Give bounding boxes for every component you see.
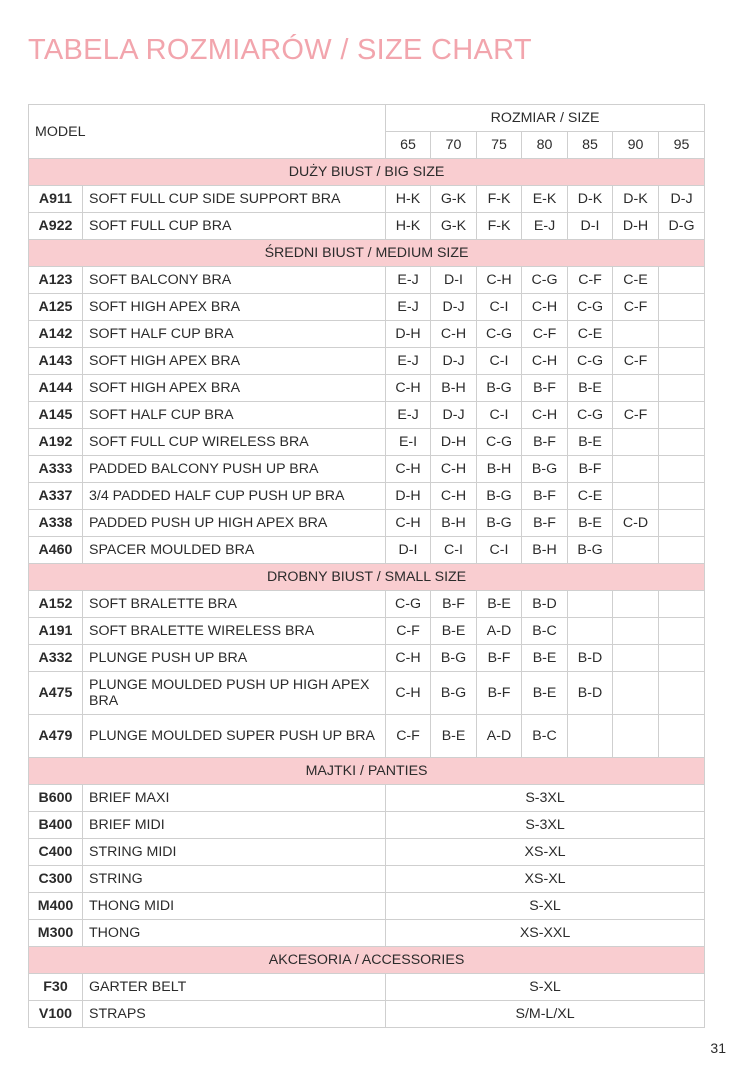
size-cell: C-H — [431, 483, 477, 510]
size-cell: D-K — [568, 186, 613, 213]
model-name: SOFT HALF CUP BRA — [83, 321, 386, 348]
size-cell: B-E — [568, 429, 613, 456]
size-cell: E-J — [386, 294, 431, 321]
size-cell: E-K — [522, 186, 568, 213]
size-cell — [659, 348, 705, 375]
model-name: GARTER BELT — [83, 974, 386, 1001]
size-cell: C-G — [522, 267, 568, 294]
size-cell — [659, 402, 705, 429]
size-cell — [613, 618, 659, 645]
model-name: SOFT BRALETTE WIRELESS BRA — [83, 618, 386, 645]
model-code: A911 — [29, 186, 83, 213]
model-name: 3/4 PADDED HALF CUP PUSH UP BRA — [83, 483, 386, 510]
model-code: A479 — [29, 715, 83, 758]
size-cell: C-H — [386, 456, 431, 483]
size-cell: B-C — [522, 618, 568, 645]
table-row — [29, 213, 705, 240]
model-code: V100 — [29, 1001, 83, 1028]
size-cell: B-F — [522, 375, 568, 402]
size-chart-table — [28, 104, 705, 1028]
model-name: THONG — [83, 920, 386, 947]
size-cell — [613, 456, 659, 483]
size-cell: C-G — [477, 429, 522, 456]
model-name: PADDED BALCONY PUSH UP BRA — [83, 456, 386, 483]
size-cell: D-K — [613, 186, 659, 213]
model-code: A123 — [29, 267, 83, 294]
model-code: M400 — [29, 893, 83, 920]
size-cell: B-D — [522, 591, 568, 618]
size-80-header: 80 — [522, 132, 568, 159]
size-cell: F-K — [477, 186, 522, 213]
size-range-cell: XS-XL — [386, 839, 705, 866]
size-cell: B-G — [431, 672, 477, 715]
size-cell: C-E — [568, 321, 613, 348]
table-row — [29, 402, 705, 429]
size-cell: D-I — [568, 213, 613, 240]
size-cell — [659, 510, 705, 537]
size-cell: C-H — [522, 348, 568, 375]
model-code: A145 — [29, 402, 83, 429]
size-cell: C-G — [568, 402, 613, 429]
model-code: A125 — [29, 294, 83, 321]
size-cell: B-F — [522, 483, 568, 510]
size-cell: C-H — [522, 294, 568, 321]
size-cell: A-D — [477, 618, 522, 645]
size-cell: D-I — [431, 267, 477, 294]
size-cell: D-I — [386, 537, 431, 564]
size-cell — [659, 618, 705, 645]
model-name: SOFT HIGH APEX BRA — [83, 348, 386, 375]
size-cell — [659, 429, 705, 456]
size-cell: B-G — [568, 537, 613, 564]
size-cell: B-C — [522, 715, 568, 758]
size-cell: C-G — [568, 294, 613, 321]
size-cell: B-H — [477, 456, 522, 483]
table-row — [29, 294, 705, 321]
table-row — [29, 375, 705, 402]
section-title: ŚREDNI BIUST / MEDIUM SIZE — [29, 240, 705, 267]
size-cell — [659, 645, 705, 672]
table-row — [29, 321, 705, 348]
model-code: A142 — [29, 321, 83, 348]
model-name: BRIEF MAXI — [83, 785, 386, 812]
model-name: SOFT FULL CUP SIDE SUPPORT BRA — [83, 186, 386, 213]
size-cell: B-D — [568, 645, 613, 672]
size-cell — [568, 715, 613, 758]
model-code: A152 — [29, 591, 83, 618]
section-row — [29, 159, 705, 186]
size-75-header: 75 — [477, 132, 522, 159]
size-cell: C-F — [386, 618, 431, 645]
size-range-cell: S-XL — [386, 893, 705, 920]
size-cell: G-K — [431, 213, 477, 240]
table-row — [29, 866, 705, 893]
size-cell: C-F — [613, 348, 659, 375]
table-row — [29, 672, 705, 715]
size-cell: C-E — [613, 267, 659, 294]
size-header: ROZMIAR / SIZE — [386, 105, 705, 132]
table-row — [29, 483, 705, 510]
size-range-cell: S-XL — [386, 974, 705, 1001]
size-cell: C-I — [477, 537, 522, 564]
size-cell — [613, 321, 659, 348]
size-cell — [613, 429, 659, 456]
section-title: MAJTKI / PANTIES — [29, 758, 705, 785]
model-name: SOFT BALCONY BRA — [83, 267, 386, 294]
size-cell: B-F — [477, 672, 522, 715]
section-row — [29, 758, 705, 785]
model-code: F30 — [29, 974, 83, 1001]
size-cell — [659, 294, 705, 321]
size-cell: B-E — [431, 715, 477, 758]
section-title: DROBNY BIUST / SMALL SIZE — [29, 564, 705, 591]
size-65-header: 65 — [386, 132, 431, 159]
size-cell: H-K — [386, 186, 431, 213]
page-title: TABELA ROZMIARÓW / SIZE CHART — [28, 34, 532, 66]
size-cell: D-J — [431, 294, 477, 321]
size-cell: D-G — [659, 213, 705, 240]
size-cell: C-E — [568, 483, 613, 510]
size-cell — [659, 267, 705, 294]
size-cell: B-G — [522, 456, 568, 483]
model-name: PADDED PUSH UP HIGH APEX BRA — [83, 510, 386, 537]
model-code: A475 — [29, 672, 83, 715]
size-cell: E-J — [386, 267, 431, 294]
size-cell: B-H — [431, 510, 477, 537]
size-cell: B-H — [522, 537, 568, 564]
size-cell — [659, 591, 705, 618]
size-cell — [659, 715, 705, 758]
model-header: MODEL — [29, 105, 386, 159]
size-cell: C-G — [386, 591, 431, 618]
size-range-cell: S-3XL — [386, 812, 705, 839]
size-cell: D-H — [386, 483, 431, 510]
table-row — [29, 974, 705, 1001]
page-number: 31 — [710, 1040, 726, 1056]
table-row — [29, 348, 705, 375]
size-cell: B-F — [477, 645, 522, 672]
size-cell: C-G — [477, 321, 522, 348]
model-code: A460 — [29, 537, 83, 564]
model-name: SPACER MOULDED BRA — [83, 537, 386, 564]
table-row — [29, 839, 705, 866]
size-cell: D-J — [431, 348, 477, 375]
model-code: A922 — [29, 213, 83, 240]
size-cell: E-J — [522, 213, 568, 240]
size-cell: B-E — [568, 510, 613, 537]
size-cell: B-D — [568, 672, 613, 715]
model-name: STRING MIDI — [83, 839, 386, 866]
size-cell — [613, 715, 659, 758]
size-cell: C-H — [477, 267, 522, 294]
model-name: STRING — [83, 866, 386, 893]
size-cell: B-F — [431, 591, 477, 618]
size-cell: B-E — [568, 375, 613, 402]
size-cell: B-F — [522, 429, 568, 456]
size-cell: C-F — [613, 402, 659, 429]
model-name: SOFT FULL CUP BRA — [83, 213, 386, 240]
size-cell: B-G — [477, 483, 522, 510]
size-cell: B-E — [522, 672, 568, 715]
table-row — [29, 645, 705, 672]
model-name: SOFT FULL CUP WIRELESS BRA — [83, 429, 386, 456]
table-row — [29, 537, 705, 564]
size-cell — [613, 645, 659, 672]
section-row — [29, 564, 705, 591]
model-code: A143 — [29, 348, 83, 375]
size-cell: B-E — [431, 618, 477, 645]
model-code: A192 — [29, 429, 83, 456]
size-cell: B-G — [477, 510, 522, 537]
table-row — [29, 267, 705, 294]
size-cell: D-H — [386, 321, 431, 348]
size-cell: B-G — [477, 375, 522, 402]
section-title: DUŻY BIUST / BIG SIZE — [29, 159, 705, 186]
size-cell: C-I — [477, 348, 522, 375]
size-cell: C-I — [431, 537, 477, 564]
size-cell: C-H — [386, 672, 431, 715]
size-cell: D-H — [431, 429, 477, 456]
size-cell — [568, 591, 613, 618]
size-cell — [613, 591, 659, 618]
table-row — [29, 510, 705, 537]
size-cell — [659, 537, 705, 564]
model-code: C400 — [29, 839, 83, 866]
table-row — [29, 186, 705, 213]
model-name: PLUNGE MOULDED PUSH UP HIGH APEX BRA — [83, 672, 386, 715]
size-cell: B-F — [522, 510, 568, 537]
size-cell — [659, 321, 705, 348]
size-cell — [659, 456, 705, 483]
size-range-cell: XS-XL — [386, 866, 705, 893]
size-cell: C-H — [431, 456, 477, 483]
size-chart-body — [29, 105, 705, 1028]
model-name: BRIEF MIDI — [83, 812, 386, 839]
header-row-top — [29, 105, 705, 132]
size-range-cell: S-3XL — [386, 785, 705, 812]
size-cell: B-E — [477, 591, 522, 618]
size-cell — [659, 483, 705, 510]
size-range-cell: XS-XXL — [386, 920, 705, 947]
table-row — [29, 429, 705, 456]
size-cell — [613, 375, 659, 402]
size-cell: C-D — [613, 510, 659, 537]
model-name: PLUNGE MOULDED SUPER PUSH UP BRA — [83, 715, 386, 758]
size-cell — [659, 375, 705, 402]
size-cell: C-G — [568, 348, 613, 375]
model-name: SOFT BRALETTE BRA — [83, 591, 386, 618]
model-name: SOFT HALF CUP BRA — [83, 402, 386, 429]
table-row — [29, 1001, 705, 1028]
size-cell: C-H — [386, 510, 431, 537]
table-row — [29, 920, 705, 947]
table-row — [29, 618, 705, 645]
section-row — [29, 947, 705, 974]
table-row — [29, 812, 705, 839]
table-row — [29, 893, 705, 920]
size-cell — [613, 537, 659, 564]
size-70-header: 70 — [431, 132, 477, 159]
size-cell: C-I — [477, 402, 522, 429]
size-cell: A-D — [477, 715, 522, 758]
size-cell: C-F — [522, 321, 568, 348]
size-95-header: 95 — [659, 132, 705, 159]
model-code: B600 — [29, 785, 83, 812]
size-cell: H-K — [386, 213, 431, 240]
table-row — [29, 456, 705, 483]
size-cell: F-K — [477, 213, 522, 240]
model-code: M300 — [29, 920, 83, 947]
model-code: A332 — [29, 645, 83, 672]
size-cell: C-H — [431, 321, 477, 348]
size-cell — [613, 672, 659, 715]
model-code: B400 — [29, 812, 83, 839]
size-90-header: 90 — [613, 132, 659, 159]
table-row — [29, 715, 705, 758]
size-cell: D-H — [613, 213, 659, 240]
model-name: SOFT HIGH APEX BRA — [83, 294, 386, 321]
size-cell: C-F — [613, 294, 659, 321]
size-cell: D-J — [431, 402, 477, 429]
size-cell: D-J — [659, 186, 705, 213]
table-row — [29, 785, 705, 812]
size-cell: G-K — [431, 186, 477, 213]
section-title: AKCESORIA / ACCESSORIES — [29, 947, 705, 974]
size-cell: B-H — [431, 375, 477, 402]
size-cell: C-H — [522, 402, 568, 429]
table-row — [29, 591, 705, 618]
size-cell: B-F — [568, 456, 613, 483]
model-code: A191 — [29, 618, 83, 645]
model-code: C300 — [29, 866, 83, 893]
size-cell: B-E — [522, 645, 568, 672]
size-cell — [659, 672, 705, 715]
size-cell: C-H — [386, 375, 431, 402]
size-cell: E-J — [386, 402, 431, 429]
model-code: A144 — [29, 375, 83, 402]
size-cell: E-I — [386, 429, 431, 456]
section-row — [29, 240, 705, 267]
size-85-header: 85 — [568, 132, 613, 159]
model-name: STRAPS — [83, 1001, 386, 1028]
size-cell: C-H — [386, 645, 431, 672]
size-cell: C-F — [568, 267, 613, 294]
model-name: THONG MIDI — [83, 893, 386, 920]
size-range-cell: S/M-L/XL — [386, 1001, 705, 1028]
size-cell: C-I — [477, 294, 522, 321]
size-cell: E-J — [386, 348, 431, 375]
model-name: PLUNGE PUSH UP BRA — [83, 645, 386, 672]
model-code: A333 — [29, 456, 83, 483]
size-cell — [613, 483, 659, 510]
model-code: A337 — [29, 483, 83, 510]
model-code: A338 — [29, 510, 83, 537]
model-name: SOFT HIGH APEX BRA — [83, 375, 386, 402]
size-cell: B-G — [431, 645, 477, 672]
size-cell: C-F — [386, 715, 431, 758]
size-cell — [568, 618, 613, 645]
